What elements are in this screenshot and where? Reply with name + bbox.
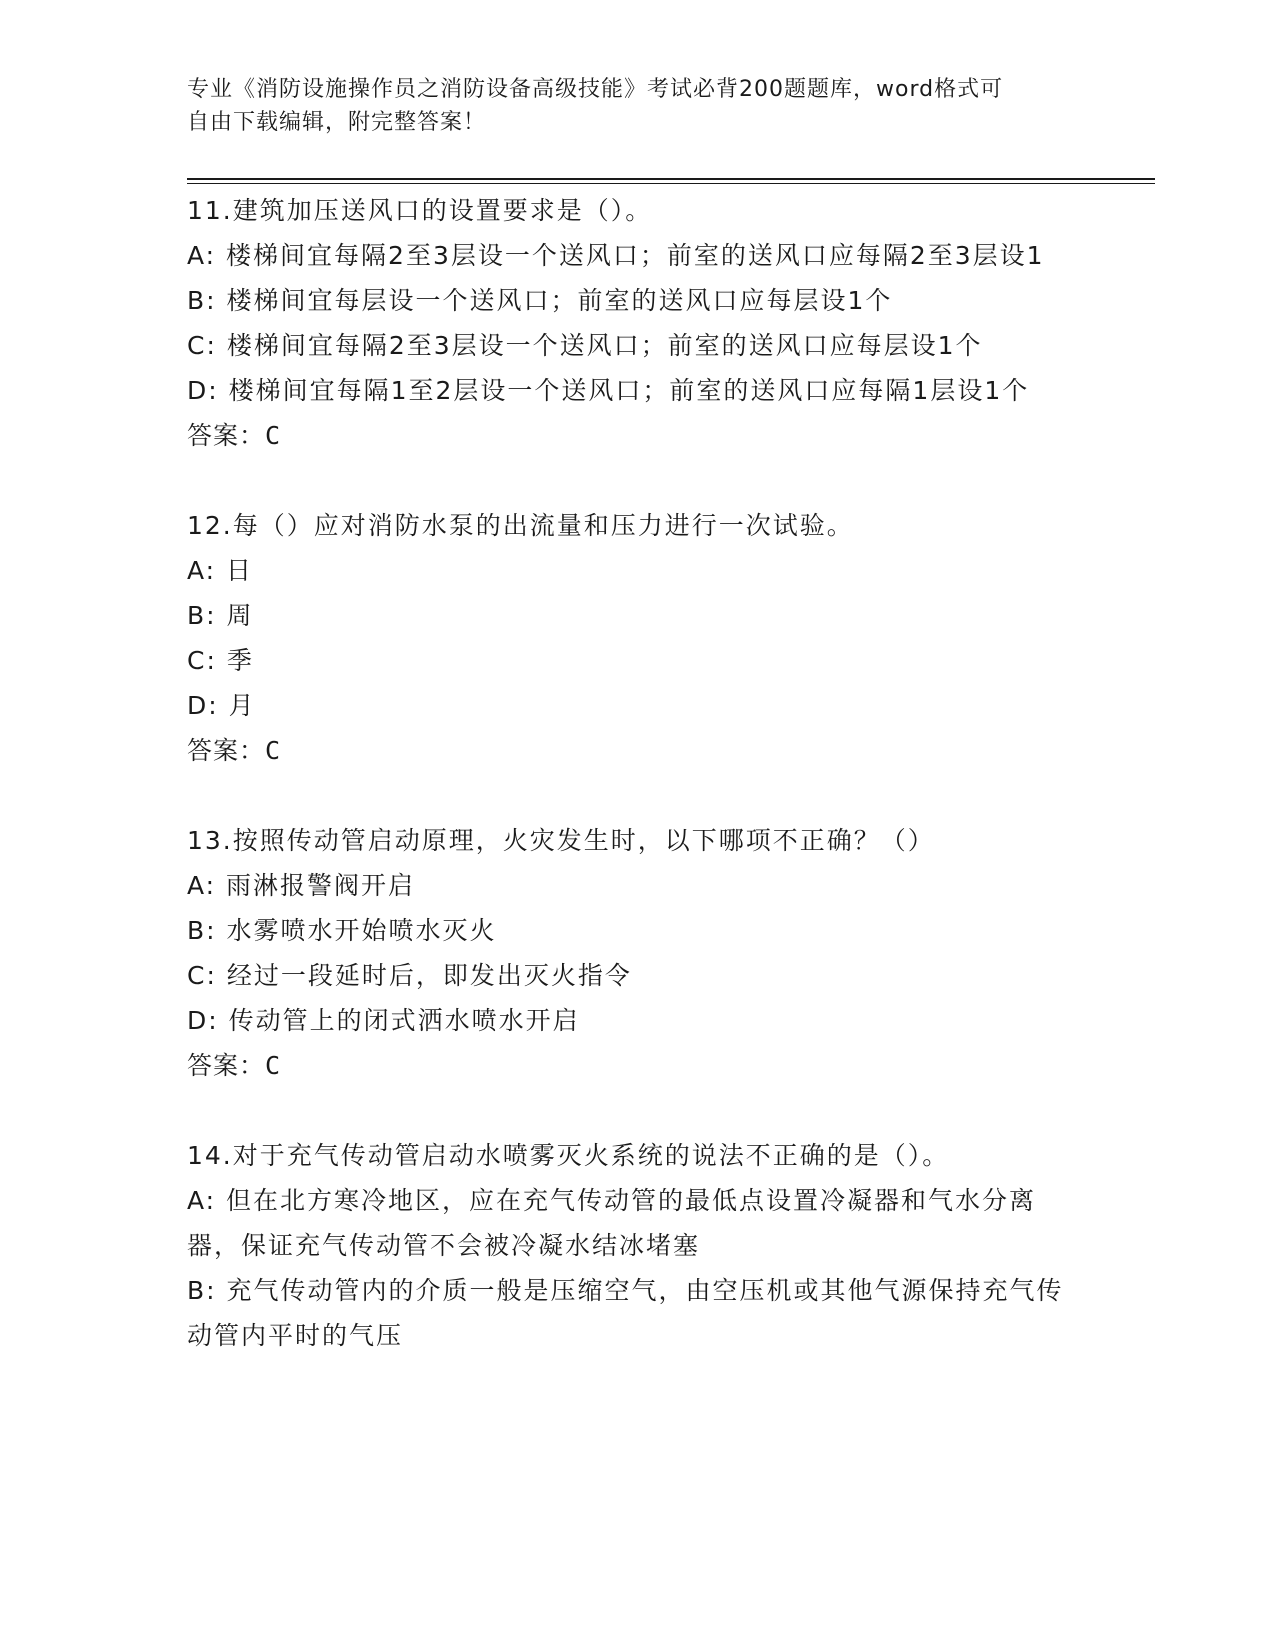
header-line-1: 专业《消防设施操作员之消防设备高级技能》考试必背200题题库，word格式可 <box>187 77 1004 102</box>
answer-line: 答案：C <box>187 1051 282 1080</box>
option-c: C: 季 <box>187 646 254 675</box>
option-a: A: 但在北方寒冷地区，应在充气传动管的最低点设置冷凝器和气水分离器，保证充气传动管不会被冷凝水结冰堵塞 <box>187 1186 1037 1260</box>
header-divider-thin <box>187 183 1155 184</box>
option-a: A: 雨淋报警阀开启 <box>187 871 416 900</box>
option-d: D: 楼梯间宜每隔1至2层设一个送风口；前室的送风口应每隔1层设1个 <box>187 376 1030 405</box>
question-12 <box>187 503 1067 773</box>
question-13 <box>187 818 1067 1088</box>
question-stem: 13.按照传动管启动原理，火灾发生时，以下哪项不正确？（） <box>187 826 935 855</box>
option-d: D: 月 <box>187 691 256 720</box>
question-stem: 11.建筑加压送风口的设置要求是（）。 <box>187 196 653 225</box>
option-b: B: 周 <box>187 601 254 630</box>
answer-line: 答案：C <box>187 421 282 450</box>
answer-line: 答案：C <box>187 736 282 765</box>
question-list <box>187 188 1067 1358</box>
header-line-2: 自由下载编辑，附完整答案！ <box>187 110 487 135</box>
document-header <box>187 73 1067 139</box>
question-stem: 12.每（）应对消防水泵的出流量和压力进行一次试验。 <box>187 511 854 540</box>
option-b: B: 楼梯间宜每层设一个送风口；前室的送风口应每层设1个 <box>187 286 893 315</box>
option-d: D: 传动管上的闭式洒水喷水开启 <box>187 1006 580 1035</box>
option-b: B: 水雾喷水开始喷水灭火 <box>187 916 497 945</box>
option-c: C: 经过一段延时后，即发出灭火指令 <box>187 961 632 990</box>
option-a: A: 楼梯间宜每隔2至3层设一个送风口；前室的送风口应每隔2至3层设1 <box>187 241 1045 270</box>
option-a: A: 日 <box>187 556 254 585</box>
question-stem: 14.对于充气传动管启动水喷雾灭火系统的说法不正确的是（）。 <box>187 1141 950 1170</box>
option-b: B: 充气传动管内的介质一般是压缩空气，由空压机或其他气源保持充气传动管内平时的气压 <box>187 1276 1064 1350</box>
question-11 <box>187 188 1067 458</box>
question-14 <box>187 1133 1067 1358</box>
option-c: C: 楼梯间宜每隔2至3层设一个送风口；前室的送风口应每层设1个 <box>187 331 983 360</box>
header-divider-thick <box>187 178 1155 180</box>
